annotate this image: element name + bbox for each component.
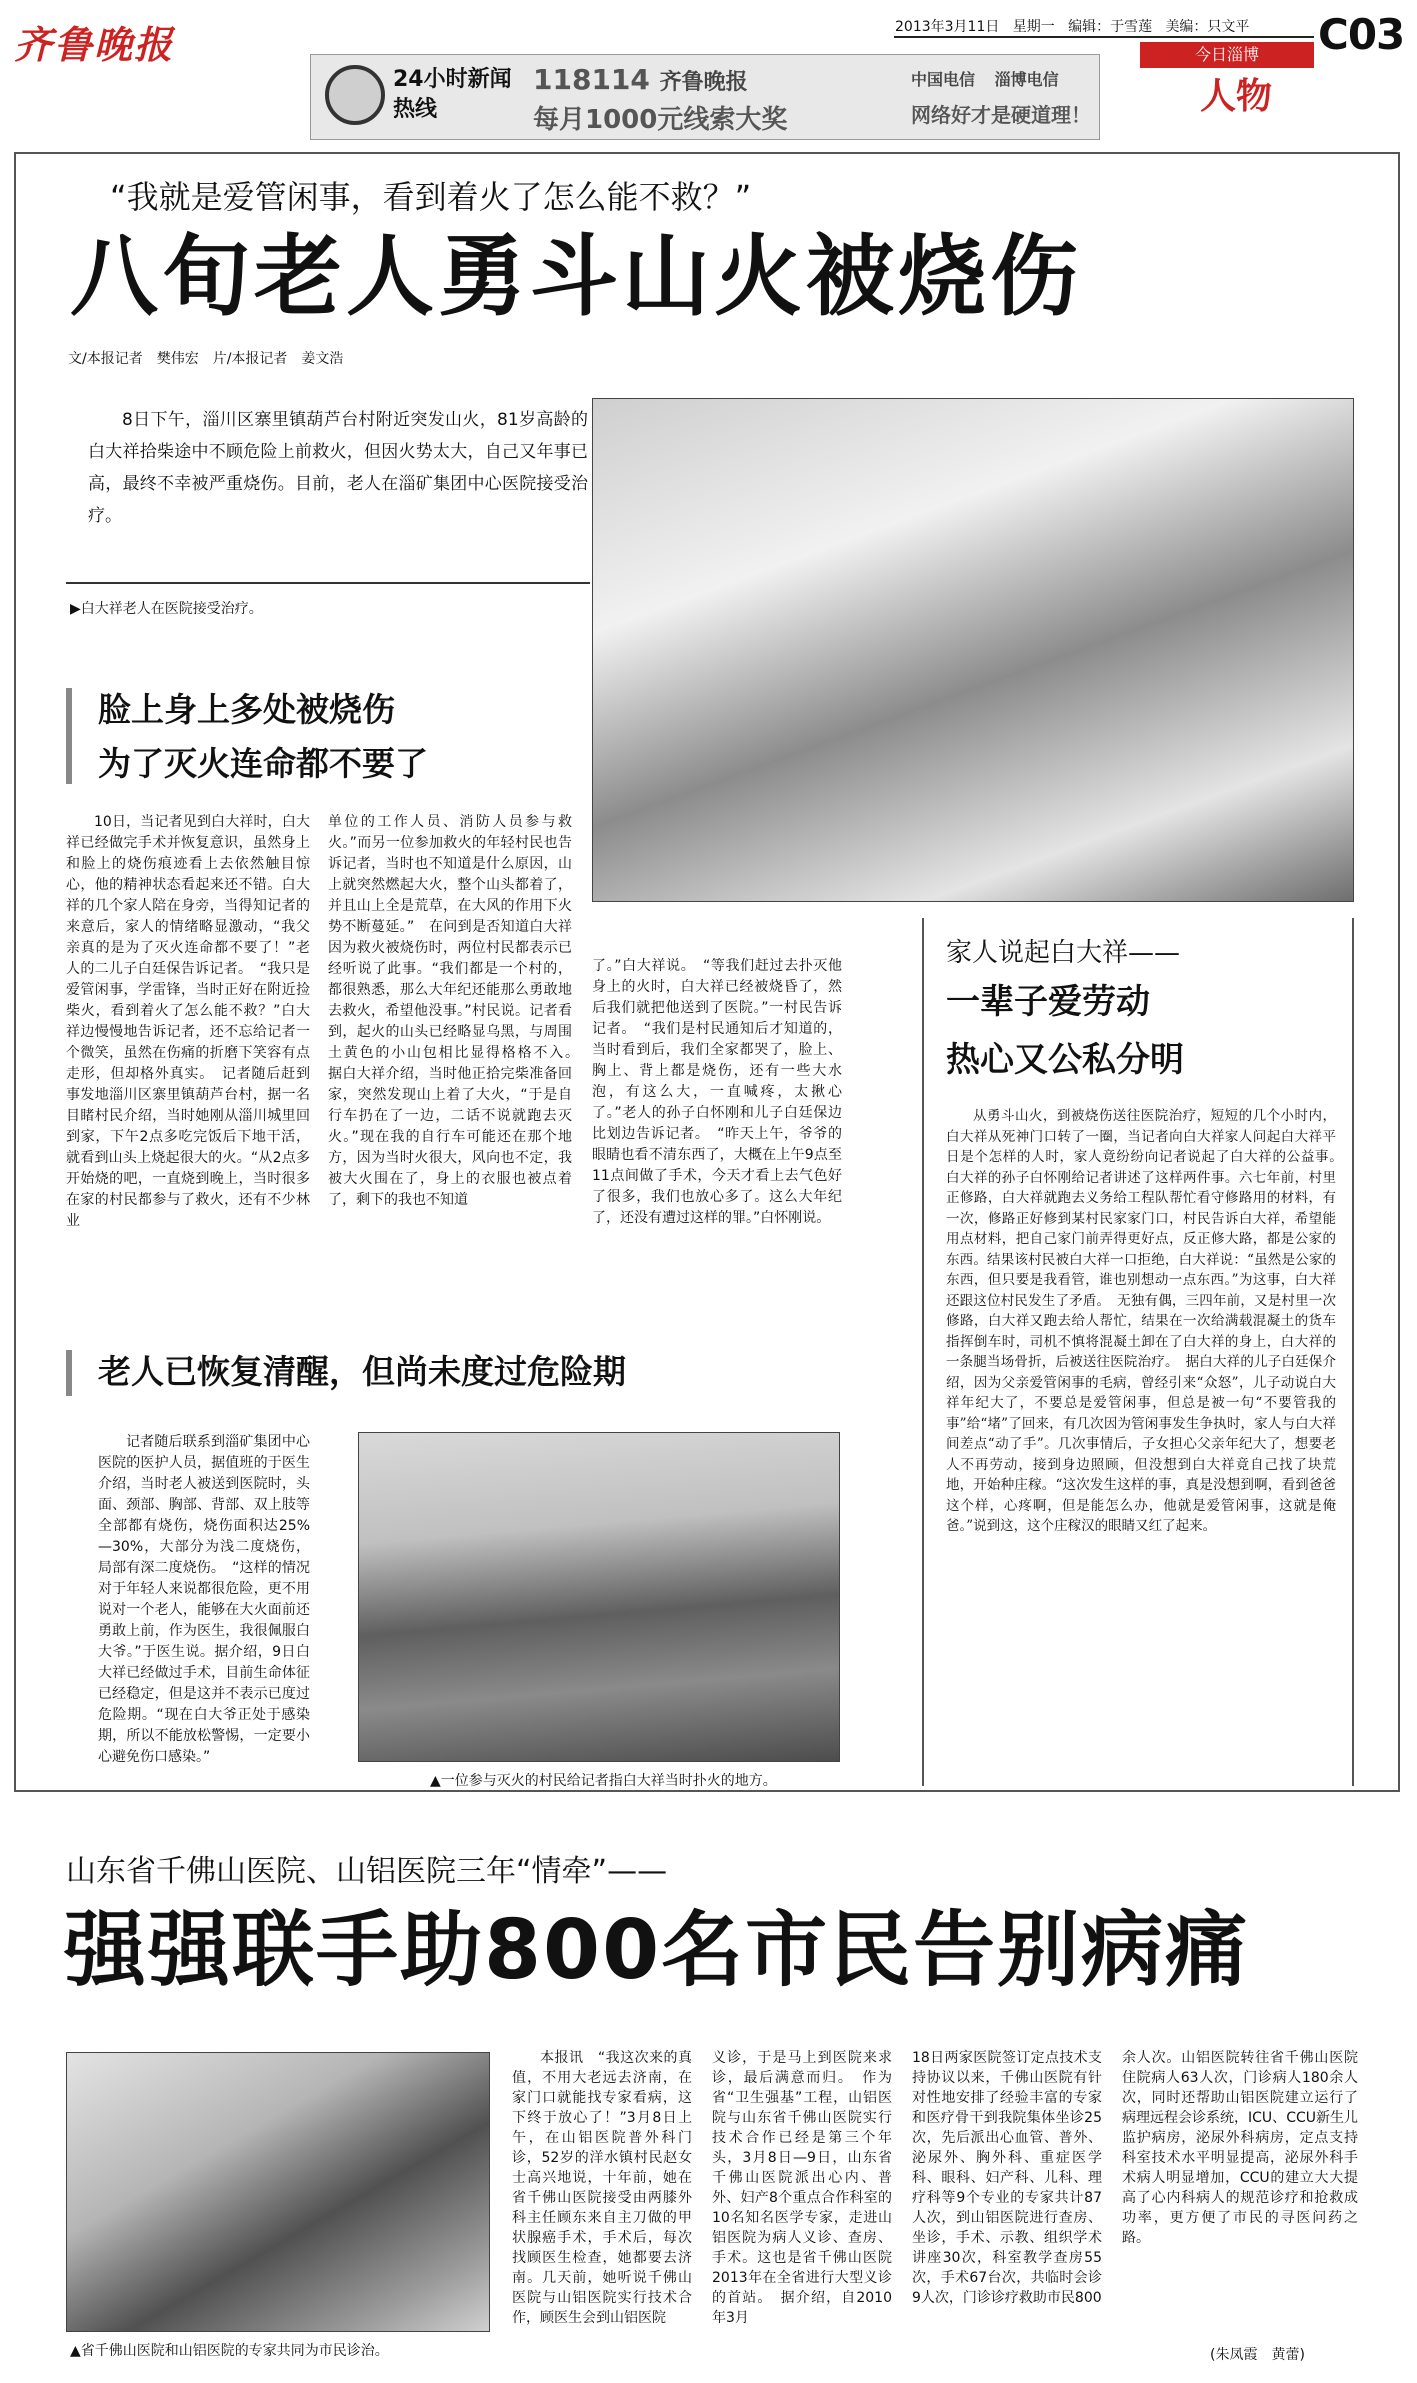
lead-paragraph: 8日下午，淄川区寨里镇葫芦台村附近突发山火，81岁高龄的白大祥拾柴途中不顾危险上前救火，但因火势太大，自己又年事已高，最终不幸被严重烧伤。目前，老人在淄矿集团中心医院接受治疗。 (88, 410, 588, 526)
hotline-number-value: 118114 (533, 63, 650, 96)
sidebar-line2: 热心又公私分明 (946, 1040, 1184, 1080)
village-photo (358, 1432, 840, 1762)
story2-col3-text: 18日两家医院签订定点技术支持协议以来，千佛山医院有针对性地安排了经验丰富的专家和医疗骨干到我院集体坐诊25次，先后派出心血管、普外、泌尿外、胸外科、重症医学科、眼科、妇产科、儿科、理疗科等9个专业的专家共计87人次，到山铝医院进行查房、坐诊，手术、示教、组织学术讲座30次，科室教学查房55次，手术67台次，共临时会诊9人次，门诊诊疗救助市民800 (912, 2050, 1102, 2306)
sidebar-kicker: 家人说起白大祥—— (946, 938, 1181, 968)
sidebar-line1: 一辈子爱劳动 (946, 982, 1150, 1022)
hotline-brand: 齐鲁晚报 (659, 70, 748, 95)
story1-kicker: “我就是爱管闲事，看到着火了怎么能不救？” (110, 178, 752, 216)
sidebar-body (946, 1106, 1350, 1766)
story1-headline: 八旬老人勇斗山火被烧伤 (70, 225, 1083, 328)
story2-col4-text: 余人次。山铝医院转往省千佛山医院住院病人63人次，门诊病人180余人次，同时还帮助山铝医院建立运行了病理远程会诊系统，ICU、CCU新生儿监护病房，泌尿外科病房，定点支持科室技术水平明显提高，泌尿外科手术病人明显增加，CCU的建立大大提高了心内科病人的规范诊疗和抢救成功率，更方便了市民的寻医问药之路。 (1122, 2050, 1358, 2246)
story1-col2 (328, 812, 586, 1332)
telecom-local-name: 淄博电信 (994, 70, 1059, 89)
lead-rule (66, 582, 590, 584)
story1-lead (88, 404, 588, 532)
sidebar-text: 从勇斗山火，到被烧伤送往医院治疗，短短的几个小时内，白大祥从死神门口转了一圈，当记者向白大祥家人问起白大祥平日是个怎样的人时，家人竟纷纷向记者说起了白大祥的公益事。 白大祥的孙子白怀刚给记者讲述了这样两件事。六七年前，村里正修路，白大祥就跑去义务给工程队帮忙看守修路用的材料，有一次，修路正好修到某村民家家门口，村民告诉白大祥，希望能用点材料，把自己家门前弄得更好点，反正修大路，都是公家的东西。结果该村民被白大祥一口拒绝，白大祥说：“虽然是公家的东西，但只要是我看管，谁也别想动一点东西。”为这事，白大祥还跟这位村民发生了矛盾。 无独有偶，三四年前，又是村里一次修路，白大祥又跑去给人帮忙，结果在一次给满载混凝土的货车指挥倒车时，司机不慎将混凝土卸在了白大祥的身上，白大祥的一条腿当场骨折，后被送往医院治疗。 据白大祥的儿子白廷保介绍，因为父亲爱管闲事的毛病，曾经引来“众怒”，儿子动说白大祥年纪大了，不要总是爱管闲事，但总是被一句“不要管我的事”给“堵”了回来，有几次因为管闲事发生争执时，家人与白大祥间差点“动了手”。几次事情后，子女担心父亲年纪大了，想要老人不再劳动，接到身边照顾，但没想到白大祥竟自己找了块荒地，开始种庄稼。“这次发生这样的事，真是没想到啊，看到爸爸这个样，心疼啊，但是能怎么办，他就是爱管闲事，这就是俺爸。”说到这，这个庄稼汉的眼睛又红了起来。 (946, 1108, 1350, 1534)
photo2-caption: ▲一位参与灭火的村民给记者指白大祥当时扑火的地方。 (430, 1773, 777, 1789)
story2-kicker: 山东省千佛山医院、山铝医院三年“情牵”—— (66, 1854, 668, 1889)
story2-col4 (1122, 2048, 1358, 2348)
page-code: C03 (1318, 10, 1405, 59)
subhead1-line1: 脸上身上多处被烧伤 (98, 690, 395, 729)
paper-logo: 齐鲁晚报 (14, 22, 175, 67)
col1-text: 10日，当记者见到白大祥时，白大祥已经做完手术并恢复意识，虽然身上和脸上的烧伤痕迹看上去依然触目惊心，他的精神状态看起来还不错。白大祥的几个家人陪在身旁，当得知记者的来意后，家人的情绪略显激动，“我父亲真的是为了灭火连命都不要了！”老人的二儿子白廷保告诉记者。 “我只是爱管闲事，学雷锋，当时正好在附近捡柴火，看到着火了怎么能不救？”白大祥边慢慢地告诉记者，还不忘给记者一个微笑，虽然在伤痛的折磨下笑容有点走形，但却格外真实。 记者随后赶到事发地淄川区寨里镇葫芦台村，据一名目睹村民介绍，当时她刚从淄川城里回到家，下午2点多吃完饭后下地干活，就看到山头上烧起很大的火。“从2点多开始烧的吧，一直烧到晚上，当时很多在家的村民都参与了救火，还有不少林业 (66, 814, 310, 1229)
story2-col2 (712, 2048, 892, 2366)
story1-col1 (66, 812, 310, 1332)
subhead2-bar (66, 1350, 72, 1396)
story1-byline: 文/本报记者 樊伟宏 片/本报记者 姜文浩 (68, 351, 344, 367)
story2-col1 (512, 2048, 692, 2366)
story1-col4 (98, 1432, 310, 1768)
telecom-logo (911, 67, 1059, 90)
editor: 编辑：于雪莲 (1068, 19, 1153, 35)
prize-text: 每月1000元线索大奖 (533, 105, 788, 135)
story2-col1-text: 本报讯 “我这次来的真值，不用大老远去济南，在家门口就能找专家看病，这下终于放心了！”3月8日上午，在山铝医院普外科门诊，52岁的洋水镇村民赵女士高兴地说，十年前，她在省千佛山医院接受由两膝外科主任顾东来自主刀做的甲状腺癌手术，手术后，每次找顾医生检查，她都要去济南。几天前，她听说千佛山医院与山铝医院实行技术合作，顾医生会到山铝医院 (512, 2050, 692, 2326)
telecom-name: 中国电信 (911, 70, 976, 89)
story2-byline-end: (朱凤霞 黄蕾) (1210, 2347, 1305, 2363)
hotline-banner (310, 54, 1100, 140)
section-tab: 今日淄博 (1140, 42, 1314, 68)
subhead1-bar (66, 688, 72, 784)
story1-col3 (592, 956, 842, 1336)
phone-icon (325, 65, 385, 125)
weekday: 星期一 (1012, 19, 1055, 35)
story2-photo-caption: ▲省千佛山医院和山铝医院的专家共同为市民诊治。 (70, 2343, 389, 2359)
date: 2013年3月11日 (895, 19, 1000, 35)
story2-headline: 强强联手助800名市民告别病痛 (64, 1903, 1250, 1998)
col4-text: 记者随后联系到淄矿集团中心医院的医护人员，据值班的于医生介绍，当时老人被送到医院时，头面、颈部、胸部、背部、双上肢等全部都有烧伤，烧伤面积达25%—30%，大部分为浅二度烧伤，局部有深二度烧伤。 “这样的情况对于年轻人来说都很危险，更不用说对一个老人，能够在大火面前还勇敢上前，作为医生，我很佩服白大爷。”于医生说。据介绍，9日白大祥已经做过手术，目前生命体征已经稳定，但是这并不表示已度过危险期。“现在白大爷正处于感染期，所以不能放松警惕，一定要小心避免伤口感染。” (98, 1434, 310, 1765)
col2-text: 单位的工作人员、消防人员参与救火。”而另一位参加救火的年轻村民也告诉记者，当时也不知道是什么原因，山上就突然燃起大火，整个山头都着了，并且山上全是荒草，在大风的作用下火势不断蔓延。” 在问到是否知道白大祥因为救火被烧伤时，两位村民都表示已经听说了此事。“我们都是一个村的，都很熟悉，那么大年纪还能那么勇敢地去救火，希望他没事。”村民说。记者看到，起火的山头已经略显乌黑，与周围土黄色的小山包相比显得格格不入。 据白大祥介绍，当时他正拾完柴准备回家，突然发现山上着了大火，“于是自行车扔在了一边，二话不说就跑去灭火。”现在我的自行车可能还在那个地方，因为当时火很大，风向也不定，我被大火围在了，身上的衣服也被点着了，剩下的我也不知道 (328, 814, 586, 1208)
story2-col3 (912, 2048, 1102, 2366)
hospital-photo (592, 398, 1354, 902)
hotline-label: 24小时新闻热线 (393, 67, 512, 122)
designer: 美编：只文平 (1165, 19, 1250, 35)
issue-date (895, 16, 1249, 36)
col3-text: 了。”白大祥说。 “等我们赶过去扑灭他身上的火时，白大祥已经被烧昏了，然后我们就把他送到了医院。”一村民告诉记者。 “我们是村民通知后才知道的，当时看到后，我们全家都哭了，脸上、胸上、背上都是烧伤，还有一些大水泡，有这么大，一直喊疼，太揪心了。”老人的孙子白怀刚和儿子白廷保边比划边告诉记者。 “昨天上午，爷爷的眼睛也看不清东西了，大概在上午9点至11点间做了手术，今天才看上去气色好了很多，我们也放心多了。这么大年纪了，还没有遭过这样的罪。”白怀刚说。 (592, 958, 842, 1226)
masthead-rule (894, 36, 1314, 38)
subhead2: 老人已恢复清醒，但尚未度过危险期 (98, 1352, 626, 1391)
subhead1-line2: 为了灭火连命都不要了 (98, 744, 428, 783)
story2-col2-text: 义诊，于是马上到医院来求诊，最后满意而归。 作为省“卫生强基”工程，山铝医院与山东省千佛山医院实行技术合作已经是第三个年头，3月8日—9日，山东省千佛山医院派出心内、普外、妇产8个重点合作科室的10名知名医学专家，走进山铝医院为病人义诊、查房、手术。这也是省千佛山医院2013年在全省进行大型义诊的首站。 据介绍，自2010年3月 (712, 2050, 892, 2326)
doctors-photo (66, 2052, 490, 2332)
photo1-caption: ▶白大祥老人在医院接受治疗。 (70, 601, 263, 617)
column-title: 人物 (1200, 76, 1273, 117)
telecom-slogan: 网络好才是硬道理！ (911, 103, 1091, 127)
hotline-number (533, 63, 748, 96)
